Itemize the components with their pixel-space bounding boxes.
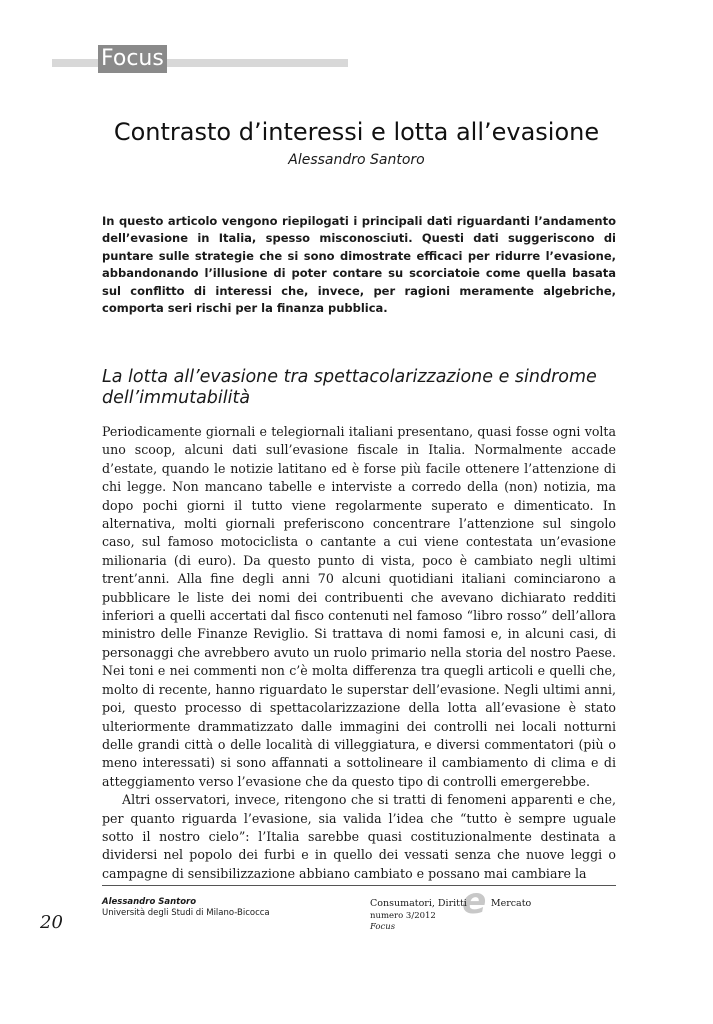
journal-section: Focus <box>370 922 396 932</box>
article-body <box>102 423 616 883</box>
section-heading: La lotta all’evasione tra spettacolarizzazione e sindrome dell’immutabilità <box>102 367 597 408</box>
footer-rule <box>102 885 616 886</box>
section-header-bar <box>52 59 348 67</box>
body-paragraph: Altri osservatori, invece, ritengono che si tratti di fenomeni apparenti e che, per quanto riguarda l’evasione, sia valida l’idea che “tutto è sempre uguale sotto il nostro cielo”: l’Italia sarebbe quasi costituzionalmente destinata a dividersi nel popolo dei furbi e in quello dei vessati senza che nuove leggi o campagne di sensibilizzazione abbiano cambiato e possano mai cambiare la <box>102 792 616 881</box>
article-title: Contrasto d’interessi e lotta all’evasione <box>113 118 600 146</box>
article-abstract: In questo articolo vengono riepilogati i principali dati riguardanti l’andamento dell’evasione in Italia, spesso misconosciuti. Questi dati suggeriscono di puntare sulle strategie che si sono dimostrate efficaci per ridurre l’evasione, abbandonando l’illusione di poter contare su scorciatoie come quella basata sul conflitto di interessi che, invece, per ragioni meramente algebriche, comporta seri rischi per la finanza pubblica. <box>102 214 616 316</box>
journal-name-part: Consumatori, Diritti <box>370 898 467 909</box>
page-number: 20 <box>40 912 63 933</box>
article-author: Alessandro Santoro <box>288 152 425 168</box>
journal-name <box>370 898 531 910</box>
footer-affiliation: Università degli Studi di Milano-Bicocca <box>102 908 270 918</box>
section-tag: Focus <box>98 45 167 73</box>
journal-logo-letter: e <box>462 881 487 922</box>
body-paragraph: Periodicamente giornali e telegiornali italiani presentano, quasi fosse ogni volta uno scoop, alcuni dati sull’evasione fiscale in Italia. Normalmente accade d’estate, quando le notizie latitano ed è forse più facile ottenere l’attenzione di chi legge. Non mancano tabelle e interviste a corredo della (non) notizia, ma dopo pochi giorni il tutto viene regolarmente superato e dimenticato. In alternativa, molti giornali preferiscono concentrare l’attenzione sul singolo caso, sul famoso motociclista o cantante a cui viene contestata un’evasione milionaria (di euro). Da questo punto di vista, poco è cambiato negli ultimi trent’anni. Alla fine degli anni 70 alcuni quotidiani italiani cominciarono a pubblicare le liste dei nomi dei contribuenti che avevano dichiarato redditi inferiori a quelli accertati dal fisco contenuti nel famoso “libro rosso” dell’allora ministro delle Finanze Reviglio. Si trattava di nomi famosi e, in alcuni casi, di personaggi che avrebbero avuto un ruolo primario nella storia del nostro Paese. Nei toni e nei commenti non c’è molta differenza tra quegli articoli e quelli che, molto di recente, hanno riguardato le superstar dell’evasione. Negli ultimi anni, poi, questo processo di spettacolarizzazione della lotta all’evasione è stato ulteriormente drammatizzato dalle immagini dei controlli nei locali notturni delle grandi città o delle località di villeggiatura, e diversi commentatori (più o meno interessati) si sono affannati a sottolineare il cambiamento di clima e di atteggiamento verso l’evasione che da questo tipo di controlli emergerebbe. <box>102 424 616 789</box>
journal-issue: numero 3/2012 <box>370 911 436 921</box>
footer-author: Alessandro Santoro <box>102 897 197 907</box>
journal-name-part: Mercato <box>490 898 532 909</box>
